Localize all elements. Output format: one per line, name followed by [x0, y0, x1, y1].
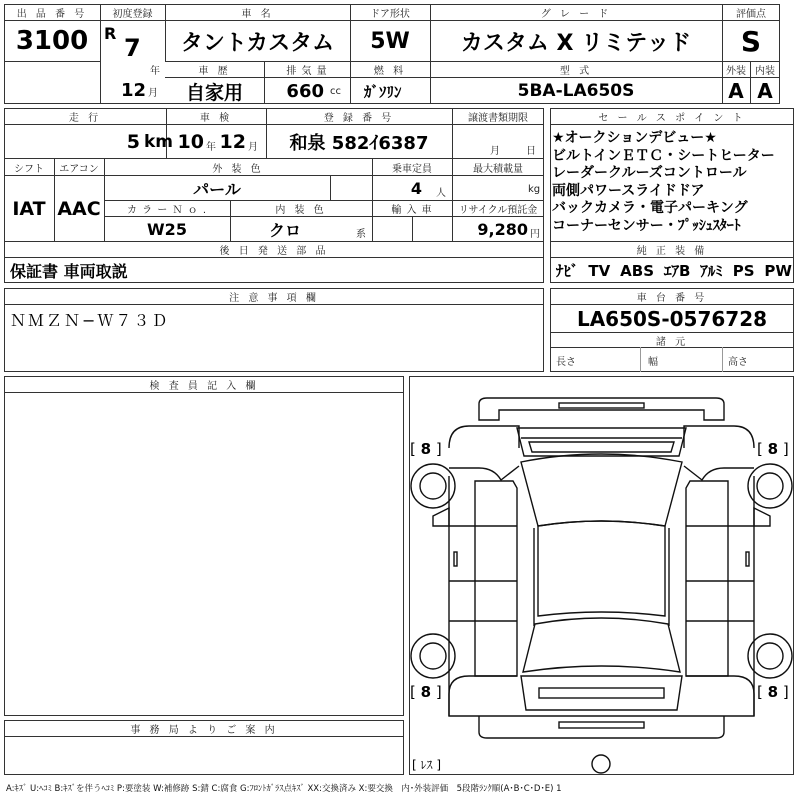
door-label: ドア形状 — [370, 9, 410, 20]
equipment-item: PW — [764, 261, 792, 280]
ext-color-label: 外 装 色 — [212, 163, 264, 175]
sales-point: 両側パワースライドドア — [552, 182, 705, 199]
equipment-item: ｱﾙﾐ — [700, 262, 723, 280]
history-label: 車 歴 — [198, 66, 231, 77]
car-name-label: 車 名 — [241, 9, 274, 20]
reg-year: 7 — [124, 34, 141, 62]
door: 5W — [370, 28, 410, 54]
exterior-grade: A — [728, 79, 744, 103]
mileage: 5 — [126, 131, 140, 153]
recycle-amount: 9,280 — [477, 219, 528, 239]
capacity-unit: 人 — [436, 188, 446, 199]
height-label: 高さ — [728, 356, 748, 368]
grade-label: グ レ ー ド — [540, 9, 612, 20]
sales-point: コーナーセンサー・ﾌﾟｯｼｭｽﾀｰﾄ — [552, 217, 741, 234]
spec-label: 諸 元 — [655, 336, 689, 348]
lot-label: 出 品 番 号 — [16, 9, 88, 20]
car-name: タントカスタム — [180, 30, 335, 56]
color-no: W25 — [147, 219, 187, 239]
shift: IAT — [12, 197, 46, 220]
import-label: 輸 入 車 — [391, 205, 433, 216]
tread-front-left: [ 8 ] — [410, 440, 442, 458]
transfer-day-unit: 日 — [526, 146, 536, 157]
score-label: 評価点 — [736, 9, 766, 20]
reg-month-unit: 月 — [148, 88, 158, 99]
shift-label: シフト — [14, 163, 44, 175]
aircon: AAC — [57, 197, 101, 220]
inspector-label: 検 査 員 記 入 欄 — [149, 381, 259, 392]
load-label: 最大積載量 — [473, 163, 523, 175]
chassis-number: LA650S-0576728 — [576, 306, 768, 331]
equipment-item: ﾅﾋﾞ — [556, 262, 579, 280]
history: 自家用 — [185, 81, 243, 104]
plate-number: 和泉 582ｲ6387 — [289, 133, 429, 154]
spare-tire: [ ﾚｽ ] — [412, 757, 442, 772]
inspection-label: 車 検 — [199, 113, 233, 124]
grade: カスタム X リミテッド — [460, 30, 692, 56]
office-label: 事 務 局 よ り ご 案 内 — [130, 725, 278, 736]
inspection-month-unit: 月 — [248, 142, 258, 153]
equipment-item: ｴｱB — [663, 262, 691, 280]
inspection-year: 10 — [177, 131, 204, 153]
exterior-label: 外装 — [726, 66, 746, 77]
recycle-label: リサイクル預託金 — [458, 205, 538, 216]
tread-value: 8 — [767, 683, 779, 701]
later-parts: 保証書 車両取説 — [10, 262, 128, 281]
length-label: 長さ — [556, 356, 576, 368]
first-reg-label: 初度登録 — [112, 9, 153, 20]
tread-value: 8 — [767, 440, 779, 458]
inspection-month: 12 — [219, 131, 246, 153]
equipment-item: TV — [588, 261, 611, 280]
car-diagram — [409, 376, 794, 775]
tread-rear-left: [ 8 ] — [410, 683, 442, 701]
score: S — [740, 24, 762, 58]
displacement-label: 排 気 量 — [286, 66, 328, 77]
equipment-list — [556, 258, 792, 283]
capacity: 4 — [410, 178, 422, 198]
tread-front-right: [ 8 ] — [757, 440, 789, 458]
model: 5BA-LA650S — [517, 81, 635, 101]
sales-point: レーダークルーズコントロール — [552, 165, 747, 181]
lot-number: 3100 — [15, 26, 89, 56]
sales-point-label: セ ー ル ス ポ イ ン ト — [598, 113, 746, 124]
tread-value: 8 — [420, 683, 432, 701]
sales-points — [552, 130, 794, 235]
model-label: 型 式 — [559, 66, 593, 77]
era: R — [104, 24, 117, 43]
width-label: 幅 — [648, 356, 658, 368]
transfer-month-unit: 月 — [490, 146, 500, 157]
equipment-item: ABS — [620, 261, 655, 280]
int-color-label: 内 装 色 — [275, 205, 327, 216]
chassis-label: 車 台 番 号 — [636, 293, 708, 304]
int-color: クロ — [268, 220, 301, 240]
color-no-label: カ ラ ー Ｎ ｏ . — [126, 205, 208, 216]
fuel-label: 燃 料 — [373, 66, 407, 77]
tread-rear-right: [ 8 ] — [757, 683, 789, 701]
equipment-label: 純 正 装 備 — [636, 246, 708, 257]
later-parts-label: 後 日 発 送 部 品 — [219, 246, 329, 257]
interior-label: 内装 — [755, 66, 775, 77]
interior-grade: A — [757, 79, 773, 103]
transfer-label: 譲渡書類期限 — [468, 113, 528, 124]
plate-label: 登 録 番 号 — [323, 113, 395, 124]
sales-point: バックカメラ・電子パーキング — [552, 200, 748, 216]
sales-point: ★オークションデビュー★ — [552, 130, 717, 146]
damage-legend: A:ｷｽﾞ U:ﾍｺﾐ B:ｷｽﾞを伴うﾍｺﾐ P:要塗装 W:補修跡 S:錆 C:腐食 G:ﾌﾛﾝﾄｶﾞﾗｽ点ｷｽﾞ XX:交換済み X:要交換 内･外装評価 5段階ﾗﾝｸ順(A･B･C･D･E) 1 — [6, 784, 562, 794]
notes-label: 注 意 事 項 欄 — [229, 293, 319, 304]
spare-value: ﾚｽ — [420, 758, 433, 772]
displacement-unit: cc — [330, 86, 341, 97]
aircon-label: エアコン — [59, 163, 99, 175]
fuel: ｶﾞｿﾘﾝ — [364, 82, 402, 101]
inspection-year-unit: 年 — [206, 142, 216, 153]
sales-point: ビルトインＥＴＣ・シートヒーター — [552, 147, 775, 164]
notes-text: ＮＭＺＮ−Ｗ７３Ｄ — [10, 310, 170, 330]
equipment-item: PS — [732, 261, 755, 280]
capacity-label: 乗車定員 — [392, 163, 432, 175]
int-color-unit: 系 — [356, 229, 366, 240]
reg-month: 12 — [120, 80, 146, 101]
inspector-box — [4, 376, 404, 716]
ext-color: パール — [193, 179, 241, 199]
reg-year-unit: 年 — [150, 66, 160, 77]
load-unit: kg — [528, 184, 541, 195]
mileage-label: 走 行 — [68, 113, 102, 124]
tread-value: 8 — [420, 440, 432, 458]
mileage-unit: km — [144, 132, 174, 152]
recycle-unit: 円 — [530, 229, 540, 240]
displacement: 660 — [286, 80, 324, 102]
